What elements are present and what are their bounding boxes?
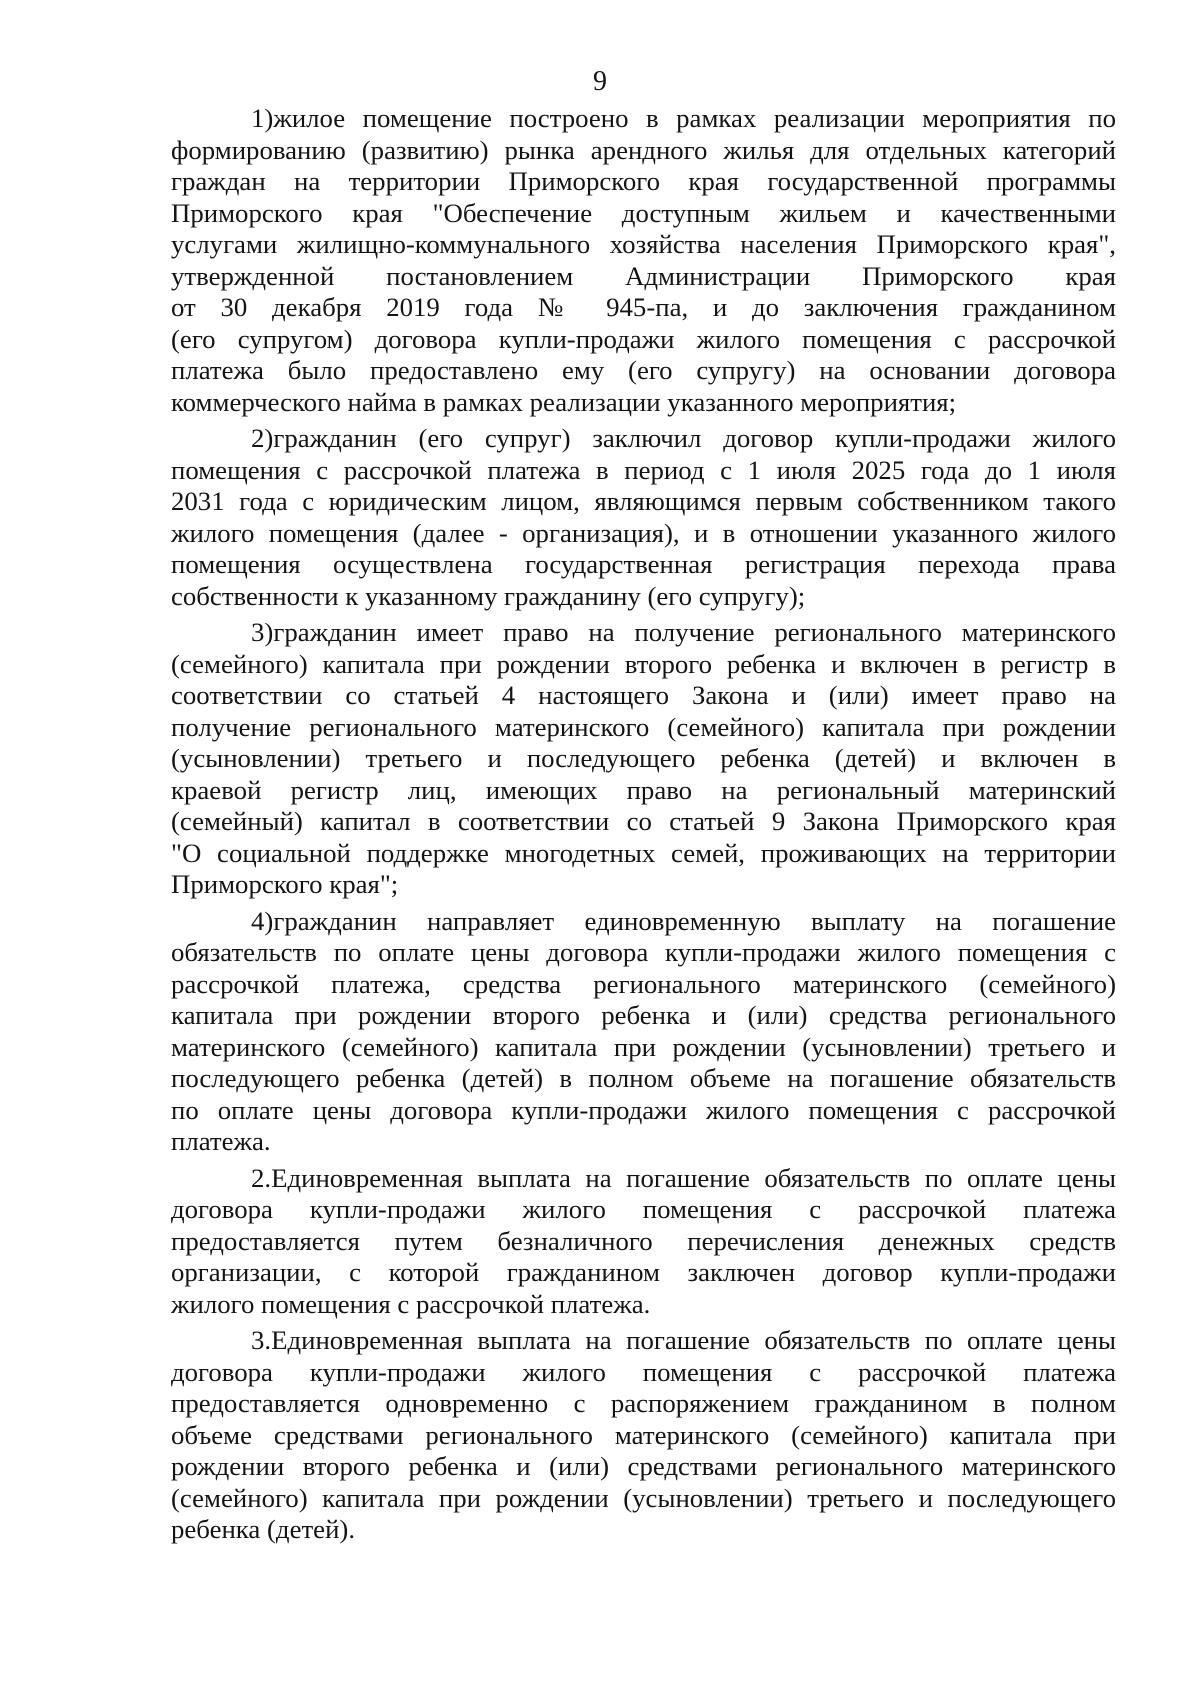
text-line: платежа. xyxy=(171,1126,271,1156)
text-line: Приморского края"; xyxy=(171,869,399,899)
text-line: организации, с которой гражданином заключен договор купли-продажи xyxy=(171,1257,1116,1287)
text-line: соответствии со статьей 4 настоящего Закона и (или) имеет право на xyxy=(171,680,1116,710)
text-line: жилого помещения с рассрочкой платежа. xyxy=(171,1288,651,1319)
text-line: рассрочкой платежа, средства регионального материнского (семейного) xyxy=(171,968,1116,999)
text-line: предоставляется одновременно с распоряжением гражданином в полном xyxy=(171,1388,1116,1418)
text-line: договора купли-продажи жилого помещения с рассрочкой платежа xyxy=(171,1194,1116,1224)
text-line: 3.Единовременная выплата на погашение обязательств по оплате цены xyxy=(251,1325,1116,1355)
text-line: капитала при рождении второго ребенка и (или) средства регионального xyxy=(171,1000,1116,1030)
text-line: (семейного) капитала при рождении (усыновлении) третьего и последующего xyxy=(171,1482,1116,1513)
text-line: 4)гражданин направляет единовременную выплату на погашение xyxy=(251,905,1116,936)
text-line: получение регионального материнского (семейного) капитала при рождении xyxy=(171,711,1116,742)
text-line: платежа было предоставлено ему (его супругу) на основании договора xyxy=(171,355,1116,385)
text-line: помещения осуществлена государственная регистрация перехода права xyxy=(171,549,1116,579)
text-line: обязательств по оплате цены договора купли-продажи жилого помещения с xyxy=(171,937,1116,967)
text-line: (усыновлении) третьего и последующего ребенка (детей) и включен в xyxy=(171,743,1116,773)
text-line: Приморского края "Обеспечение доступным жильем и качественными xyxy=(171,197,1116,228)
paragraph-item-1 xyxy=(171,103,1116,418)
text-line: предоставляется путем безналичного перечисления денежных средств xyxy=(171,1225,1116,1256)
section-2 xyxy=(171,1163,1116,1321)
text-line: материнского (семейного) капитала при рождении (усыновлении) третьего и xyxy=(171,1031,1116,1062)
text-line: договора купли-продажи жилого помещения с рассрочкой платежа xyxy=(171,1356,1116,1387)
paragraph-item-4 xyxy=(171,906,1116,1158)
document-body xyxy=(171,103,1116,1551)
text-line: 2)гражданин (его супруг) заключил договор купли-продажи жилого xyxy=(251,423,1116,453)
text-line: по оплате цены договора купли-продажи жилого помещения с рассрочкой xyxy=(171,1094,1116,1125)
text-line: 1)жилое помещение построено в рамках реализации мероприятия по xyxy=(251,103,1116,133)
text-line: "О социальной поддержке многодетных семей, проживающих на территории xyxy=(171,837,1116,868)
text-line: формированию (развитию) рынка арендного жилья для отдельных категорий xyxy=(171,134,1116,165)
text-line: краевой регистр лиц, имеющих право на региональный материнский xyxy=(171,774,1116,805)
text-line: объеме средствами регионального материнского (семейного) капитала при xyxy=(171,1419,1116,1450)
text-line: (его супругом) договора купли-продажи жилого помещения с рассрочкой xyxy=(171,323,1116,354)
text-line: граждан на территории Приморского края государственной программы xyxy=(171,166,1116,196)
text-line: (семейный) капитал в соответствии со статьей 9 Закона Приморского края xyxy=(171,806,1116,836)
text-line: ребенка (детей). xyxy=(171,1514,356,1544)
section-3 xyxy=(171,1325,1116,1546)
text-line: услугами жилищно-коммунального хозяйства населения Приморского края", xyxy=(171,229,1116,259)
page-number: 9 xyxy=(593,66,607,97)
text-line: собственности к указанному гражданину (его супругу); xyxy=(171,580,806,611)
text-line: 2.Единовременная выплата на погашение обязательств по оплате цены xyxy=(251,1162,1116,1193)
text-line: последующего ребенка (детей) в полном объеме на погашение обязательств xyxy=(171,1063,1116,1093)
text-line: утвержденной постановлением Администрации Приморского края xyxy=(171,260,1116,291)
text-line: (семейного) капитала при рождении второго ребенка и включен в регистр в xyxy=(171,648,1116,679)
text-line: помещения с рассрочкой платежа в период с 1 июля 2025 года до 1 июля xyxy=(171,454,1116,485)
text-line: коммерческого найма в рамках реализации указанного мероприятия; xyxy=(171,386,957,417)
text-line: 2031 года с юридическим лицом, являющимся первым собственником такого xyxy=(171,486,1116,516)
paragraph-item-3 xyxy=(171,617,1116,901)
paragraph-item-2 xyxy=(171,423,1116,612)
text-line: жилого помещения (далее - организация), и в отношении указанного жилого xyxy=(171,517,1116,548)
text-line: 3)гражданин имеет право на получение регионального материнского xyxy=(251,617,1116,647)
text-line: от 30 декабря 2019 года № 945-па, и до заключения гражданином xyxy=(171,292,1116,322)
text-line: рождении второго ребенка и (или) средствами регионального материнского xyxy=(171,1451,1116,1481)
